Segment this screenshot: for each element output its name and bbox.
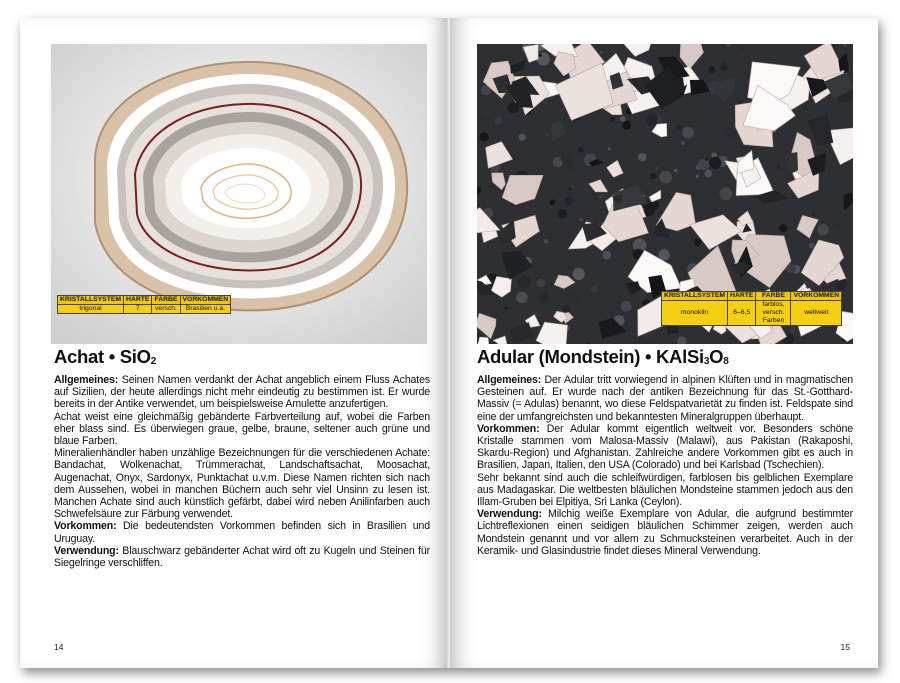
agate-title-text: Achat • SiO — [54, 346, 151, 367]
header-kristallsystem: KRISTALLSYSTEM — [662, 292, 728, 301]
paragraph — [477, 472, 853, 509]
adularia-property-table — [661, 291, 842, 326]
header-vorkommen: VORKOMMEN — [180, 296, 231, 305]
header-farbe: FARBE — [756, 292, 791, 301]
adularia-description — [477, 374, 853, 557]
right-page — [450, 18, 878, 668]
paragraph — [477, 508, 853, 557]
agate-title-subscript: 2 — [150, 356, 156, 367]
page-number-left: 14 — [54, 642, 64, 652]
paragraph-text: Der Adular tritt vorwiegend in alpinen Klüften und in magmatischen Gesteinen auf. Er wurde nach der antiken Bezeichnung für das St.-Gotthard-Massiv (= Adulas) benannt, wo diese Feldspatvarietät zu finden ist. Feldspate sind eine der umfangreichsten und bekanntesten Mineralgruppen überhaupt. — [477, 374, 853, 423]
paragraph-text: Der Adular kommt eigentlich weltweit vor. Besonders schöne Kristalle stammen vom Malosa-Massiv (Malawi), aus Pakistan (Rakaposhi, Skardu-Region) und Afghanistan. Zahlreiche andere Vorkommen gibt es auch in Brasilien, Japan, Italien, den USA (Colorado) und bei Karlsbad (Tschechien). — [477, 422, 853, 472]
header-haerte: HÄRTE — [124, 296, 152, 305]
paragraph — [54, 374, 430, 411]
paragraph — [477, 374, 853, 423]
header-kristallsystem: KRISTALLSYSTEM — [58, 296, 124, 305]
value-haerte: 7 — [124, 305, 152, 314]
value-haerte: 6–6,5 — [728, 301, 756, 326]
value-vorkommen: weltweit — [791, 301, 842, 326]
paragraph-text: Seinen Namen verdankt der Achat angeblich einem Fluss Achates auf Sizilien, der heute allerdings nicht mehr eindeutig zu bestimmen ist. Er wurde bereits in der Antike verwendet, um beispielsweise Amulette anzufertigen. — [54, 374, 430, 411]
paragraph-label: Allgemeines: — [477, 374, 542, 386]
paragraph-label: Verwendung: — [54, 544, 119, 557]
paragraph-text: Milchig weiße Exemplare von Adular, die aufgrund bestimmter Lichtreflexionen einen seidigen bläulichen Schimmer zeigen, werden auch Mondstein genannt und vor allem zu Schmucksteinen verarbeitet. Auch in der Keramik- und Glasindustrie findet dieses Mineral Verwendung. — [477, 508, 853, 557]
value-farbe: versch. — [152, 305, 180, 314]
value-kristallsystem: trigonal — [58, 305, 124, 314]
open-book — [20, 18, 878, 668]
paragraph-label: Verwendung: — [477, 508, 542, 521]
header-farbe: FARBE — [152, 296, 180, 305]
adularia-title-text: Adular (Mondstein) • KAlSi — [477, 346, 704, 367]
agate-title — [54, 346, 156, 368]
paragraph — [54, 411, 430, 448]
paragraph-label: Vorkommen: — [477, 422, 540, 435]
paragraph-text: Achat weist eine gleichmäßig gebänderte Farbverteilung auf, wobei die Farben eher blass sind. Es überwiegen graue, gelbe, braune, seltener auch grüne und blaue Farben. — [54, 410, 430, 448]
left-page — [20, 18, 448, 668]
paragraph — [54, 545, 430, 569]
adularia-title — [477, 346, 728, 368]
paragraph-text: Sehr bekannt sind auch die schleifwürdigen, farblosen bis gelblichen Exemplare aus Madagaskar. Die weltbesten bläulichen Mondsteine stammen jedoch aus den Illam-Gruben bei Elpitiya, Sri Lanka (Ceylon). — [477, 471, 853, 509]
paragraph — [54, 447, 430, 520]
paragraph-text: Mineralienhändler haben unzählige Bezeichnungen für die verschiedenen Achate: Bandachat, Wolkenachat, Trümmerachat, Landschaftsachat, Moosachat, Augenachat, Onyx, Sardonyx, Punktachat u.v.m. Diese Namen richten sich nach dem Aussehen, wobei in manchen Büchern auch sehr viel Unsinn zu lesen ist. Manchen Achate sind auch künstlich gefärbt, dabei wird neben Anilinfarben auch Schwefelsäure zur Färbung verwendet. — [54, 447, 430, 521]
paragraph-label: Allgemeines: — [54, 374, 119, 386]
paragraph-label: Vorkommen: — [54, 520, 117, 533]
header-vorkommen: VORKOMMEN — [791, 292, 842, 301]
paragraph-text: Die bedeutendsten Vorkommen befinden sich in Brasilien und Uruguay. — [54, 520, 430, 545]
adularia-title-subscript-2: 8 — [723, 356, 729, 367]
agate-property-table — [57, 295, 231, 314]
paragraph — [477, 423, 853, 472]
paragraph-text: Blauschwarz gebänderter Achat wird oft zu Kugeln und Steinen für Siegelringe verschliffen. — [54, 544, 430, 570]
adularia-title-oxygen: O — [709, 346, 724, 367]
adularia-title-subscript-1: 3 — [703, 356, 710, 367]
agate-description — [54, 374, 430, 569]
value-kristallsystem: monoklin — [662, 301, 728, 326]
value-farbe: farblos, versch. Farben — [756, 301, 791, 326]
page-number-right: 15 — [840, 642, 850, 652]
value-vorkommen: Brasilien u.a. — [180, 305, 231, 314]
header-haerte: HÄRTE — [728, 292, 756, 301]
paragraph — [54, 520, 430, 544]
